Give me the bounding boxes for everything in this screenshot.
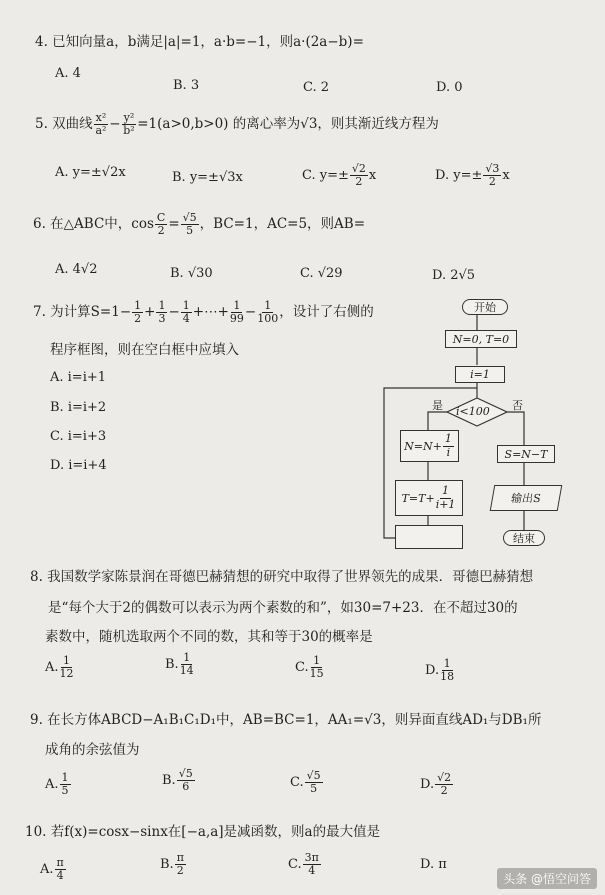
q9-option-b: B. $\frac{√5}{6}$ bbox=[162, 767, 193, 794]
q9-option-c: C. $\frac{√5}{5}$ bbox=[290, 769, 321, 796]
q4-option-b: B. 3 bbox=[173, 78, 200, 93]
q7-option-b: B. i=i+2 bbox=[50, 400, 107, 415]
q7-stem: 7. 为计算S=1− $\frac{1}{2}$ + $\frac{1}{3}$ − $\frac{1}{4}$ +⋯+ $\frac{1}{99}$ − $\frac{1}{100}$ ，设计了右侧的 bbox=[33, 299, 374, 326]
watermark: 头条 @悟空问答 bbox=[497, 868, 597, 889]
q5-option-a: A. y=±√2x bbox=[55, 165, 126, 180]
q8-option-a: A. $\frac{1}{12}$ bbox=[45, 654, 74, 681]
flowchart-end: 结束 bbox=[503, 530, 545, 546]
q4-option-a: A. 4 bbox=[55, 66, 81, 81]
q9-option-a: A. $\frac{1}{5}$ bbox=[45, 771, 69, 798]
flowchart-n-update: N=N+ $\frac{1}{i}$ bbox=[400, 430, 459, 462]
q5-stem: 5. 双曲线 $\frac{\text{x²}}{\text{a²}}$ − $\frac{\text{y²}}{\text{b²}}$ =1(a>0,b>0) 的离心率为√3，则其渐近线方程为 bbox=[35, 111, 439, 138]
q10-option-b: B. $\frac{\pi}{2}$ bbox=[160, 851, 184, 878]
q5-option-c: C. y=± $\frac{√2}{2}$ x bbox=[302, 162, 377, 189]
q8-line2: 是“每个大于2的偶数可以表示为两个素数的和”，如30=7+23．在不超过30的 bbox=[48, 600, 518, 616]
q6-option-d: D. 2√5 bbox=[432, 268, 476, 283]
q4-option-d: D. 0 bbox=[436, 80, 463, 95]
q8-line3: 素数中，随机选取两个不同的数，其和等于30的概率是 bbox=[45, 629, 373, 645]
q6-option-b: B. √30 bbox=[170, 266, 213, 281]
q9-option-d: D. $\frac{√2}{2}$ bbox=[420, 771, 452, 798]
q10-line1: 10. 若f(x)=cosx−sinx在[−a,a]是减函数，则a的最大值是 bbox=[25, 824, 381, 840]
flowchart-output: 输出S bbox=[490, 485, 563, 511]
q9-line2: 成角的余弦值为 bbox=[45, 742, 140, 758]
q4-option-c: C. 2 bbox=[303, 80, 330, 95]
q10-option-d: D. π bbox=[420, 857, 447, 872]
flowchart-start: 开始 bbox=[462, 299, 508, 315]
q5-option-b: B. y=±√3x bbox=[172, 170, 243, 185]
flowchart-no-label: 否 bbox=[512, 399, 523, 412]
q7-option-d: D. i=i+4 bbox=[50, 458, 107, 473]
flowchart-yes-label: 是 bbox=[432, 399, 443, 412]
q9-line1: 9. 在长方体ABCD−A₁B₁C₁D₁中，AB=BC=1，AA₁=√3，则异面直线AD₁与DB₁所 bbox=[30, 712, 542, 728]
q10-option-c: C. $\frac{3\pi}{4}$ bbox=[288, 851, 319, 878]
flowchart-init: N=0, T=0 bbox=[445, 330, 517, 348]
q7-line2: 程序框图，则在空白框中应填入 bbox=[50, 342, 239, 358]
q4-stem: 4. 已知向量a，b满足|a|=1，a·b=−1，则a·(2a−b)= bbox=[35, 34, 364, 50]
q8-line1: 8. 我国数学家陈景润在哥德巴赫猜想的研究中取得了世界领先的成果．哥德巴赫猜想 bbox=[30, 569, 534, 585]
flowchart-i-init: i=1 bbox=[455, 366, 505, 383]
flowchart-t-update: T=T+ $\frac{1}{i+1}$ bbox=[395, 480, 463, 516]
q6-stem: 6. 在△ABC中，cos $\frac{C}{2}$ = $\frac{√5}{5}$ ，BC=1，AC=5，则AB= bbox=[33, 211, 366, 238]
q8-option-b: B. $\frac{1}{14}$ bbox=[165, 651, 194, 678]
flowchart-blank-box bbox=[395, 525, 463, 549]
q7-option-c: C. i=i+3 bbox=[50, 429, 107, 444]
q10-option-a: A. $\frac{\pi}{4}$ bbox=[40, 856, 64, 883]
q5-option-d: D. y=± $\frac{√3}{2}$ x bbox=[435, 162, 510, 189]
q7-option-a: A. i=i+1 bbox=[50, 370, 107, 385]
flowchart-s: S=N−T bbox=[497, 445, 555, 463]
q8-option-c: C. $\frac{1}{15}$ bbox=[295, 654, 324, 681]
q8-option-d: D. $\frac{1}{18}$ bbox=[425, 657, 455, 684]
q6-option-c: C. √29 bbox=[300, 266, 343, 281]
flowchart-condition: i<100 bbox=[456, 405, 490, 418]
q6-option-a: A. 4√2 bbox=[55, 262, 98, 277]
